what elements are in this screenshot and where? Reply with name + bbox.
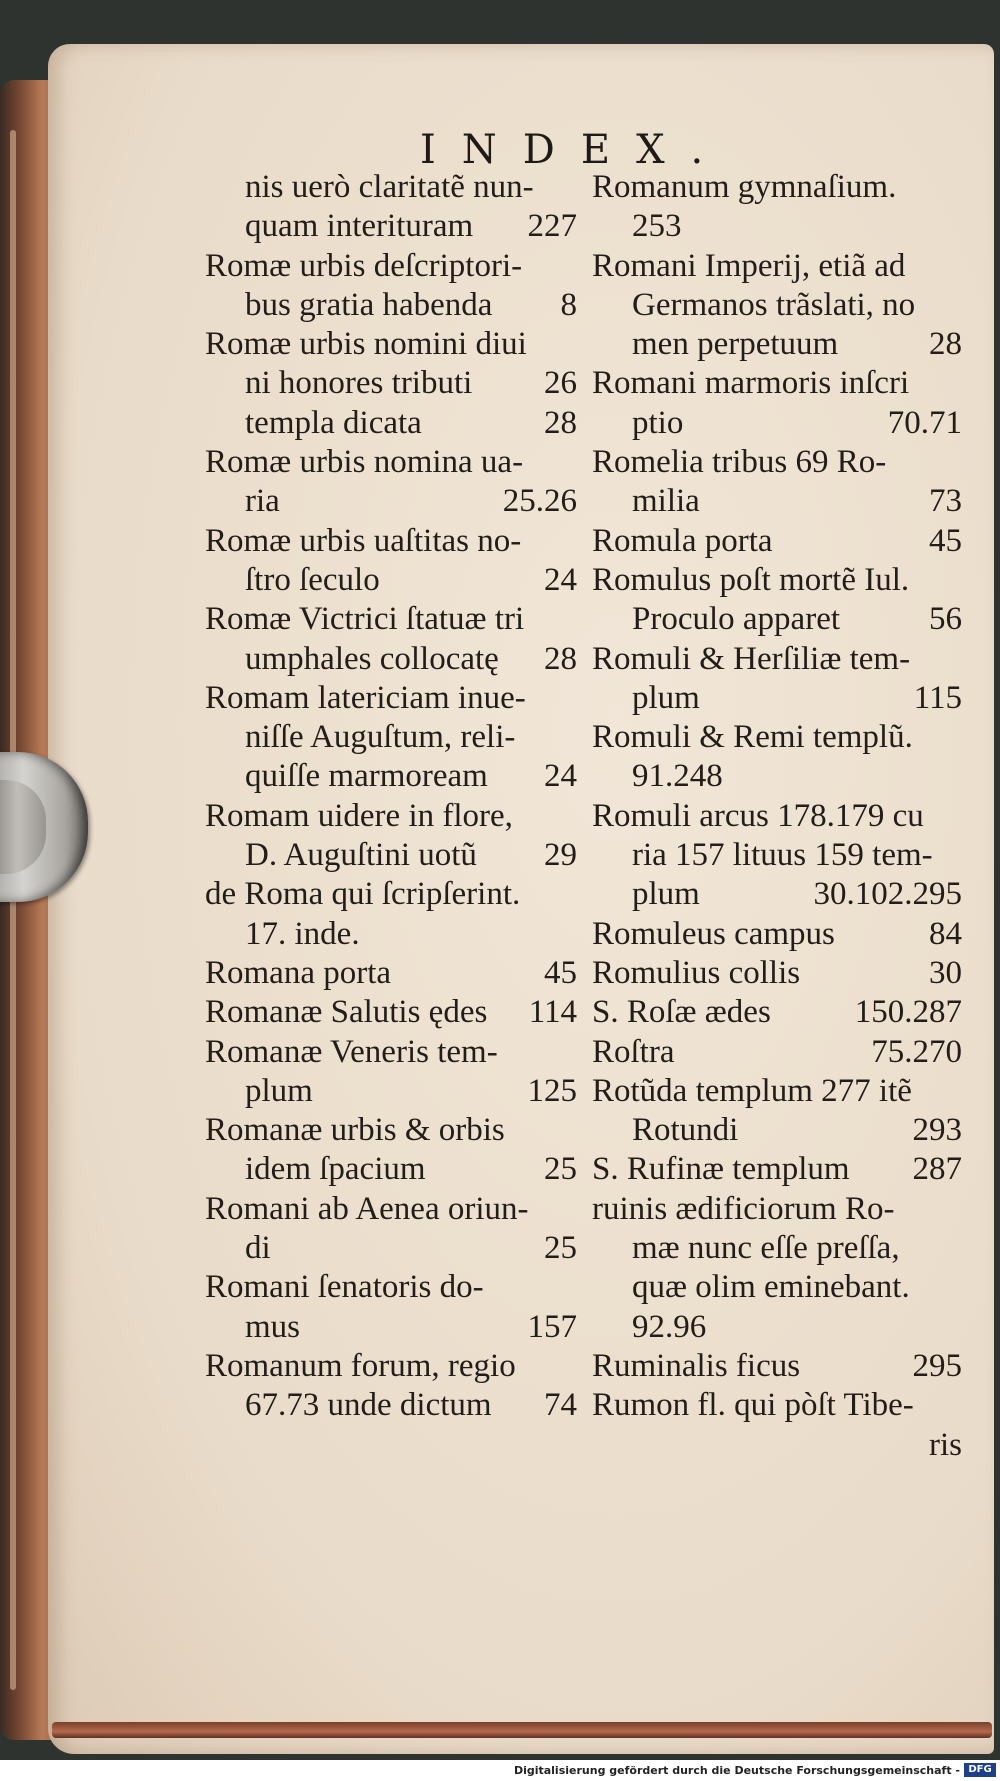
index-entry-line [592, 1347, 962, 1386]
entry-text: S. Rufinæ templum [592, 1151, 850, 1188]
page-reference: 24 [544, 561, 577, 598]
index-entry-line [592, 404, 962, 443]
entry-text: de Roma qui ſcripſerint. [205, 876, 521, 913]
index-entry-line [592, 561, 962, 600]
index-column-right [592, 168, 962, 1465]
index-entry-line [592, 1268, 962, 1307]
index-entry-line [205, 757, 577, 796]
index-entry-line [205, 404, 577, 443]
entry-text: S. Roſæ ædes [592, 994, 771, 1031]
index-entry-line [205, 168, 577, 207]
entry-text: 91.248 [632, 758, 723, 795]
page-reference: 287 [912, 1151, 962, 1188]
index-entry-line [592, 1072, 962, 1111]
entry-text: milia [632, 483, 700, 520]
index-entry-line [592, 679, 962, 718]
page-reference: 8 [560, 286, 577, 323]
page-reference: 74 [544, 1387, 577, 1424]
entry-text: Romæ Victrici ſtatuæ tri [205, 601, 525, 638]
entry-text: Romani ab Aenea oriun- [205, 1190, 529, 1227]
page-reference: 28 [929, 326, 962, 363]
entry-text: nis uerò claritatẽ nun- [245, 169, 534, 205]
page-edge-highlight [10, 130, 16, 1690]
entry-text: quiſſe marmoream [245, 758, 488, 795]
entry-text: Romani marmoris inſcri [592, 365, 910, 402]
page-reference: 84 [929, 915, 962, 952]
entry-text: men perpetuum [632, 326, 839, 363]
entry-text: Germanos trãslati, no [632, 286, 916, 323]
index-entry-line [592, 1150, 962, 1189]
entry-text: 67.73 unde dictum [245, 1387, 492, 1424]
entry-text: Romuleus campus [592, 915, 835, 952]
entry-text: ria 157 lituus 159 tem- [632, 837, 933, 874]
index-entry-line [205, 797, 577, 836]
page-reference: 295 [912, 1347, 962, 1384]
page-reference: 114 [528, 994, 577, 1031]
index-entry-line [592, 1229, 962, 1268]
entry-text: ptio [632, 404, 684, 441]
page-reference: 125 [527, 1072, 577, 1109]
entry-text: plum [632, 876, 700, 913]
entry-text: 17. inde. [245, 915, 360, 952]
page-reference: 25.26 [502, 483, 577, 520]
entry-text: Romæ urbis deſcriptori- [205, 247, 523, 284]
index-entry-line [205, 1347, 577, 1386]
entry-text: Romelia tribus 69 Ro- [592, 444, 887, 481]
entry-text: di [245, 1230, 271, 1267]
index-entry-line [592, 1426, 962, 1465]
entry-text: mæ nunc eſſe preſſa, [632, 1230, 900, 1267]
entry-text: ruinis ædificiorum Ro- [592, 1190, 895, 1227]
index-entry-line [592, 522, 962, 561]
page-reference: 115 [913, 679, 962, 716]
index-column-left [205, 168, 577, 1426]
index-entry-line [205, 522, 577, 561]
entry-text: templa dicata [245, 404, 422, 441]
page-reference: 293 [912, 1112, 962, 1149]
index-entry-line [205, 1150, 577, 1189]
running-head: INDEX. [420, 127, 730, 173]
entry-text: plum [245, 1072, 313, 1109]
index-entry-line [592, 600, 962, 639]
entry-text: ris [929, 1426, 962, 1463]
index-entry-line [592, 640, 962, 679]
page-reference: 150.287 [854, 994, 962, 1031]
entry-text: D. Auguſtini uotũ [245, 837, 477, 874]
index-entry-line [592, 207, 962, 246]
page-reference: 75.270 [871, 1033, 962, 1070]
index-entry-line [205, 207, 577, 246]
entry-text: Romuli & Herſiliæ tem- [592, 640, 911, 677]
index-entry-line [592, 993, 962, 1032]
entry-text: Romæ urbis nomini diui [205, 326, 527, 363]
entry-text: Roſtra [592, 1033, 675, 1070]
index-entry-line [205, 915, 577, 954]
index-entry-line [205, 1386, 577, 1425]
entry-text: umphales collocatę [245, 640, 499, 677]
index-entry-line [205, 640, 577, 679]
page-reference: 25 [544, 1151, 577, 1188]
index-entry-line [205, 1072, 577, 1111]
entry-text: 253 [632, 208, 682, 245]
page-reference: 28 [544, 640, 577, 677]
page-bottom-edge [52, 1722, 992, 1738]
entry-text: Romanum gymnaſium. [592, 169, 897, 205]
dfg-logo: DFG [964, 1763, 996, 1777]
entry-text: Romuli arcus 178.179 cu [592, 797, 924, 834]
entry-text: Romulus poſt mortẽ Iul. [592, 561, 910, 598]
page-reference: 56 [929, 601, 962, 638]
page-reference: 45 [929, 522, 962, 559]
index-entry-line [205, 443, 577, 482]
entry-text: Romanæ Salutis ędes [205, 994, 488, 1031]
index-entry-line [592, 247, 962, 286]
index-entry-line [592, 286, 962, 325]
page-reference: 73 [929, 483, 962, 520]
entry-text: Romanum forum, regio [205, 1347, 516, 1384]
entry-text: Romam latericiam inue- [205, 679, 526, 716]
index-entry-line [205, 993, 577, 1032]
entry-text: Romanæ urbis & orbis [205, 1112, 505, 1149]
index-entry-line [592, 325, 962, 364]
index-entry-line [205, 1229, 577, 1268]
index-entry-line [205, 836, 577, 875]
index-entry-line [592, 1033, 962, 1072]
entry-text: bus gratia habenda [245, 286, 493, 323]
entry-text: Romani ſenatoris do- [205, 1269, 484, 1306]
entry-text: mus [245, 1308, 301, 1345]
entry-text: Rotũda templum 277 itẽ [592, 1072, 912, 1109]
entry-text: Romuli & Remi templũ. [592, 719, 913, 756]
index-entry-line [592, 875, 962, 914]
entry-text: Proculo apparet [632, 601, 841, 638]
index-entry-line [592, 168, 962, 207]
entry-text: Rumon fl. qui pòſt Tibe- [592, 1387, 914, 1424]
entry-text: ni honores tributi [245, 365, 473, 402]
entry-text: Romam uidere in flore, [205, 797, 513, 834]
index-entry-line [592, 482, 962, 521]
index-entry-line [592, 1308, 962, 1347]
entry-text: quam interituram [245, 208, 474, 245]
page-reference: 227 [527, 208, 577, 245]
index-entry-line [205, 1033, 577, 1072]
page-reference: 70.71 [887, 404, 962, 441]
entry-text: ſtro ſeculo [245, 561, 380, 598]
page-reference: 28 [544, 404, 577, 441]
page-reference: 30.102.295 [813, 876, 962, 913]
index-entry-line [592, 718, 962, 757]
page-reference: 26 [544, 365, 577, 402]
digitization-credit: Digitalisierung gefördert durch die Deutsche Forschungsgemeinschaft - [513, 1764, 960, 1777]
entry-text: Ruminalis ficus [592, 1347, 801, 1384]
index-entry-line [205, 1190, 577, 1229]
index-entry-line [205, 1268, 577, 1307]
index-entry-line [592, 954, 962, 993]
index-entry-line [205, 600, 577, 639]
entry-text: Romani Imperij, etiã ad [592, 247, 906, 284]
index-entry-line [205, 875, 577, 914]
page-reference: 29 [544, 837, 577, 874]
entry-text: Romæ urbis nomina ua- [205, 444, 524, 481]
index-entry-line [592, 1386, 962, 1425]
entry-text: ria [245, 483, 280, 520]
index-entry-line [592, 757, 962, 796]
entry-text: 92.96 [632, 1308, 707, 1345]
page-reference: 25 [544, 1230, 577, 1267]
index-entry-line [205, 286, 577, 325]
index-entry-line [205, 1111, 577, 1150]
entry-text: Romana porta [205, 954, 392, 991]
page-reference: 24 [544, 758, 577, 795]
index-entry-line [592, 1111, 962, 1150]
page-reference: 30 [929, 954, 962, 991]
index-entry-line [205, 247, 577, 286]
index-entry-line [592, 797, 962, 836]
index-entry-line [205, 364, 577, 403]
entry-text: Romanæ Veneris tem- [205, 1033, 498, 1070]
entry-text: Romula porta [592, 522, 773, 559]
index-entry-line [205, 561, 577, 600]
index-entry-line [205, 954, 577, 993]
index-entry-line [205, 482, 577, 521]
index-entry-line [205, 718, 577, 757]
page-reference: 45 [544, 954, 577, 991]
index-entry-line [205, 325, 577, 364]
entry-text: Romulius collis [592, 954, 801, 991]
page-reference: 157 [527, 1308, 577, 1345]
entry-text: idem ſpacium [245, 1151, 426, 1188]
entry-text: Rotundi [632, 1112, 739, 1149]
index-entry-line [592, 443, 962, 482]
clip-shine [0, 780, 46, 874]
index-entry-line [592, 1190, 962, 1229]
entry-text: niſſe Auguſtum, reli- [245, 719, 516, 756]
entry-text: Romæ urbis uaſtitas no- [205, 522, 522, 559]
index-entry-line [592, 364, 962, 403]
index-entry-line [205, 679, 577, 718]
entry-text: plum [632, 679, 700, 716]
entry-text: quæ olim eminebant. [632, 1269, 910, 1306]
index-entry-line [592, 836, 962, 875]
index-entry-line [592, 915, 962, 954]
index-entry-line [205, 1308, 577, 1347]
